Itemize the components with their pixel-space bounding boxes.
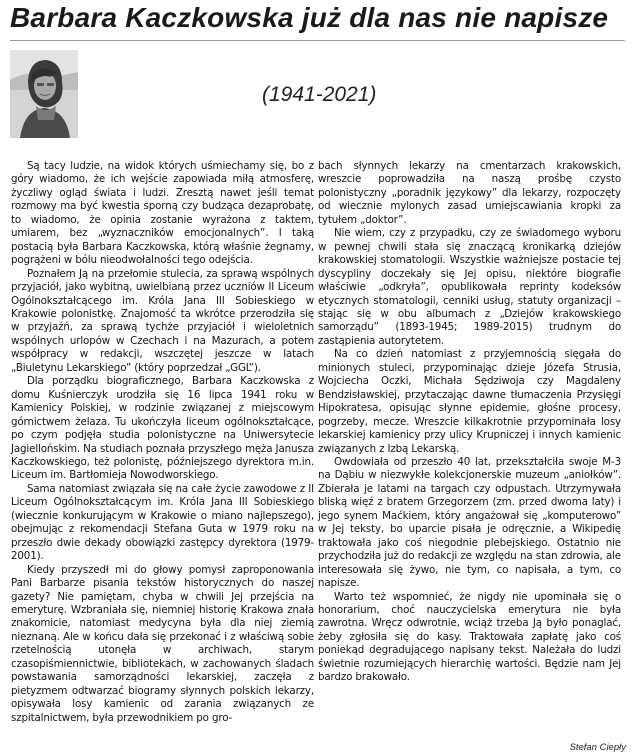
paragraph: Są tacy ludzie, na widok których uśmiechamy się, bo z góry wiadomo, że ich wejście zapowiada miłą atmosferę, życzliwy ogląd świata i ludzi. Zresztą nawet jeśli temat rozmowy ma być kwestia sporną czy budząca dezaprobatę, to wiadomo, że opinia zostanie wyrażona z taktem, umiarem, bez „wyznaczników emocjonalnych”. I taką postacią była Barbara Kaczkowska, którą właśnie żegnamy, pogrążeni w bólu nieodwołalności tego odejścia.: [11, 160, 314, 267]
paragraph: bach słynnych lekarzy na cmentarzach krakowskich, wreszcie poprowadziła na naszą prośbę czysto polonistyczny „poradnik językowy” dla lekarzy, rozpoczęty od wiecznie mylonych zasad umiejscawiania kropki za tytułem „doktor”.: [318, 160, 621, 226]
article-title: Barbara Kaczkowska już dla nas nie napisze: [10, 2, 609, 33]
paragraph: Kiedy przyszedł mi do głowy pomysł zaproponowania Pani Barbarze pisania tekstów historycznych do naszej gazety? Nie pamiętam, chyba w chwili Jej przejścia na emeryturę. Wzbraniała się, niemniej historię Krakowa znała znakomicie, natomiast medycyna była dla niej ziemią nieznaną. Ale w końcu dała się przekonać i z właściwą sobie rzetelnością utonęła w archiwach, starym czasopiśmiennictwie, bibliotekach, w zachowanych śladach powstawania samorządności lekarskiej, zaczęła z pietyzmem odtwarzać biogramy słynnych polskich lekarzy, opisywała losy kamienic od zarania związanych ze szpitalnictwem, była przewodnikiem po gro-: [11, 563, 314, 724]
paragraph: Sama natomiast związała się na całe życie zawodowe z II Liceum Ogólnokształcącym im. Króla Jana III Sobieskiego (wiecznie konkurującym w Krakowie o miano najlepszego), obejmując z rekomendacji Stefana Guta w 1979 roku na przeszło dwie dekady obowiązki zastępcy dyrektora (1979-2001).: [11, 482, 314, 563]
paragraph: Na co dzień natomiast z przyjemnością sięgała do minionych stuleci, przypominając dzieje Józefa Strusia, Wojciecha Oczki, Michała Sędziwoja czy Magdaleny Bendzisławskiej, przytaczając dawne tłumaczenia Przysięgi Hipokratesa, opisując słynne epidemie, głośne procesy, pogrzeby, mecze. Wreszcie kilkakrotnie przypominała losy lekarskiej kamienicy przy ulicy Krupniczej i innych kamienic związanych z Izbą Lekarską.: [318, 348, 621, 455]
paragraph: Nie wiem, czy z przypadku, czy ze świadomego wyboru w pewnej chwili stała się znaczącą kronikarką dziejów krakowskiej stomatologii. Wszystkie ważniejsze postacie tej dyscypliny doczekały się Jej opisu, niektóre biografie właściwie „odkryła”, opublikowała reprinty kodeksów etycznych stomatologii, cenniki usług, statuty organizacji – stając się w obu albumach z „Dziejów krakowskiego samorządu” (1893-1945; 1989-2015) trudnym do zastąpienia autorytetem.: [318, 227, 621, 347]
paragraph: Poznałem Ją na przełomie stulecia, za sprawą wspólnych przyjaciół, jako wybitną, uwielbianą przez uczniów II Liceum Ogólnokształcącego im. Króla Jana III Sobieskiego w Krakowie polonistkę. Znajomość ta wkrótce przerodziła się w przyjaźń, za sprawą tychże przyjaciół i wieloletnich wspólnych urlopów w Czechach i na Mazurach, a potem współpracy w redakcji, wszczętej jeszcze w latach „Biuletynu Lekarskiego” (który poprzedzał „GGL”).: [11, 267, 314, 374]
paragraph: Dla porządku biograficznego, Barbara Kaczkowska z domu Kuśnierczyk urodziła się 16 lipca 1941 roku w Kamienicy Polskiej, w rodzinie związanej z miejscowym górnictwem żelaza. Tu ukończyła liceum ogólnokształcące, po czym podjęła studia polonistyczne na Uniwersytecie Jagiellońskim. Na studiach poznała przyszłego męża Janusza Kaczkowskiego, też polonistę, późniejszego dyrektora m.in. Liceum im. Bartłomieja Nowodworskiego.: [11, 375, 314, 482]
paragraph: Owdowiała od przeszło 40 lat, przekształciła swoje M-3 na Dąbiu w niezwykłe kolekcjonerskie muzeum „aniołków”. Zbierała je latami na targach czy odpustach. Utrzymywała bliską więź z bratem Grzegorzem (zm. przed dwoma laty) i jego synem Maćkiem, który angażował się „komputerowo” w Jej teksty, bo uparcie pisała je odręcznie, a Wikipedię traktowała jako coś niegodnie plebejskiego. Ostatnio nie przychodziła już do redakcji ze względu na stan zdrowia, ale interesowała się żywo, nie tym, co napisała, a tym, co napisze.: [318, 455, 621, 590]
portrait-photo: [10, 50, 78, 138]
life-years: (1941-2021): [262, 83, 377, 106]
right-column: [318, 160, 621, 685]
paragraph: Warto też wspomnieć, że nigdy nie upominała się o honorarium, choć nauczycielska emerytura nie była zawrotna. Wręcz odwrotnie, wciąż trzeba Ją było ponaglać, żeby zgłosiła się do kasy. Traktowała zapłatę jako coś poniekąd degradującego napisany tekst. Należała do ludzi świetnie rozumiejących hierarchię wartości. Będzie nam Jej bardzo brakowało.: [318, 590, 621, 684]
author-signature: Stefan Ciepły: [569, 742, 626, 753]
left-column: [11, 160, 314, 725]
title-divider: [10, 40, 625, 41]
